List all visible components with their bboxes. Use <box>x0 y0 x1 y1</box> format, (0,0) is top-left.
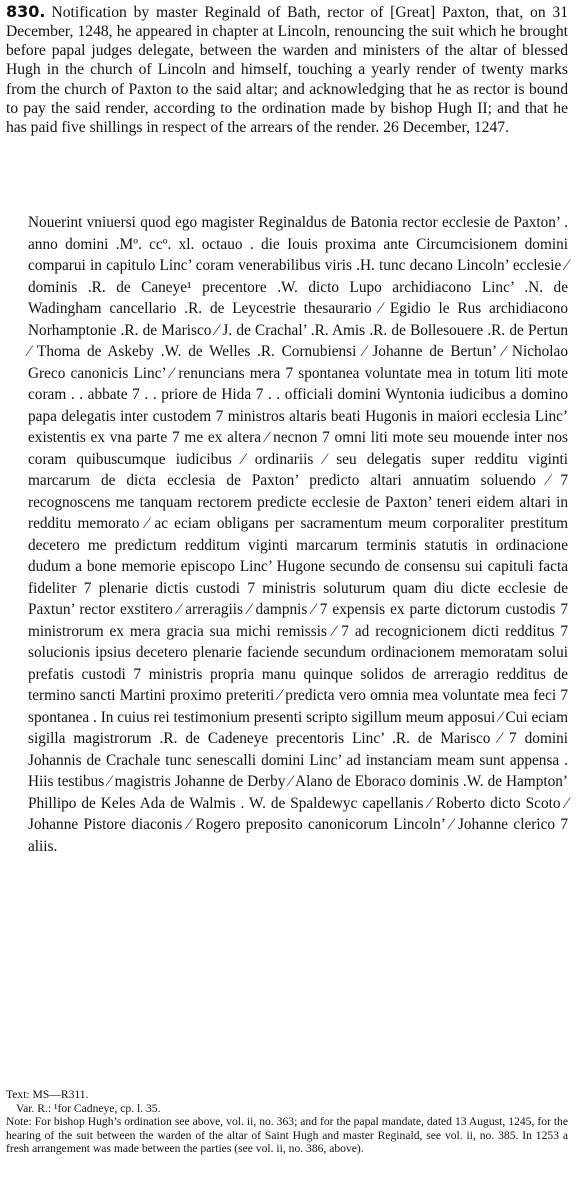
text-source-note: Text: MS—R311. <box>6 1088 89 1101</box>
entry-summary-text: Notification by master Reginald of Bath, rector of [Great] Paxton, that, on 31 December, 1248, he appeared in chapter at Lincoln, renouncing the suit which he brought before papal judges delegate, between the warden and ministers of the altar of blessed Hugh in the church of Lincoln and himself, touching a yearly render of twenty marks from the church of Paxton to the said altar; and acknowledging that he as rector is bound to pay the said render, according to the ordination made by bishop Hugh II; and that he has paid five shillings in respect of the arrears of the render. 26 December, 1247. <box>6 4 568 136</box>
charter-paragraph: Nouerint vniuersi quod ego magister Reginaldus de Batonia rector ecclesie de Paxton’ . anno domini .Mº. ccº. xl. octauo . die Iouis proxima ante Circumcisionem domini comparui in capitulo Linc’ coram venerabilibus viris .H. tunc decano Lincoln’ ecclesie ⁄ dominis .R. de Caneye¹ precentore .W. dicto Lupo archidiacono Linc’ .N. de Wadingham cancellario .R. de Leycestrie thesaurario ⁄ Egidio le Rus archidiacono Norhamptonie .R. de Marisco ⁄ J. de Crachal’ .R. Amis .R. de Bollesouere .R. de Pertun ⁄ Thoma de Askeby .W. de Welles .R. Cornubiensi ⁄ Johanne de Bertun’ ⁄ Nicholao Greco canonicis Linc’ ⁄ renuncians mera 7 spontanea voluntate mea in totum liti mote coram . . abbate 7 . . priore de Hida 7 . . officiali domini Wyntonia iudicibus a domino papa delegatis inter custodem 7 ministros altaris beati Hugonis in maiori ecclesia Linc’ existentis ex vna parte 7 me ex altera ⁄ necnon 7 omni liti mote seu mouende inter nos coram quibuscumque iudicibus ⁄ ordinariis ⁄ seu delegatis super redditu viginti marcarum de dicta ecclesia de Paxton’ predicto altari annuatim soluendo ⁄ 7 recognoscens me tanquam rectorem predicte ecclesie de Paxton’ teneri eidem altari in redditu memorato ⁄ ac eciam obligans per sacramentum meum corporaliter prestitum decetero me predictum redditum viginti marcarum terminis statutis in ordinacione dudum a bone memorie episcopo Linc’ Hugone secundo de consensu sui capituli facta fideliter 7 plenarie dictis custodi 7 ministris soluturum quam diu dicte ecclesie de Paxtun’ rector exstitero ⁄ arreragiis ⁄ dampnis ⁄ 7 expensis ex parte dictorum custodis 7 ministrorum ex mera gracia sua michi remissis ⁄ 7 ad recognicionem dicti redditus 7 solucionis ipsius decetero plenarie faciende secundum ordinacionem memoratam solui prefatis custodi 7 ministris propria manu quinque solidos de arreragio redditus de termino sancti Martini proximo preteriti ⁄ predicta vero omnia mea voluntate mea feci 7 spontanea . In cuius rei testimonium presenti scripto sigillum meum apposui ⁄ Cui eciam sigilla magistrorum .R. de Cadeneye precentoris Linc’ .R. de Marisco ⁄ 7 domini Johannis de Crachale tunc senescalli domini Linc’ ad instanciam meam sunt appensa . Hiis testibus ⁄ magistris Johanne de Derby ⁄ Alano de Eboraco dominis .W. de Hampton’ Phillipo de Keles Ada de Walmis . W. de Spaldewyc capellanis ⁄ Roberto dicto Scoto ⁄ Johanne Pistore diaconis ⁄ Rogero preposito canonicorum Lincoln’ ⁄ Johanne clerico 7 aliis. <box>28 214 568 855</box>
charter-text <box>28 212 568 857</box>
variant-reading-note: Var. R.: ¹for Cadneye, cp. l. 35. <box>16 1101 161 1115</box>
entry-number: 830. <box>6 2 46 21</box>
editorial-note: Note: For bishop Hugh’s ordination see above, vol. ii, no. 363; and for the papal mandate, dated 13 August, 1245, for the hearing of the suit between the warden of the altar of Saint Hugh and master Reginald, see vol. ii, no. 385. In 1253 a fresh arrangement was made between the parties (see vol. ii, no. 386, above). <box>6 1115 568 1156</box>
footnotes <box>6 1088 568 1156</box>
entry-summary <box>6 2 568 137</box>
